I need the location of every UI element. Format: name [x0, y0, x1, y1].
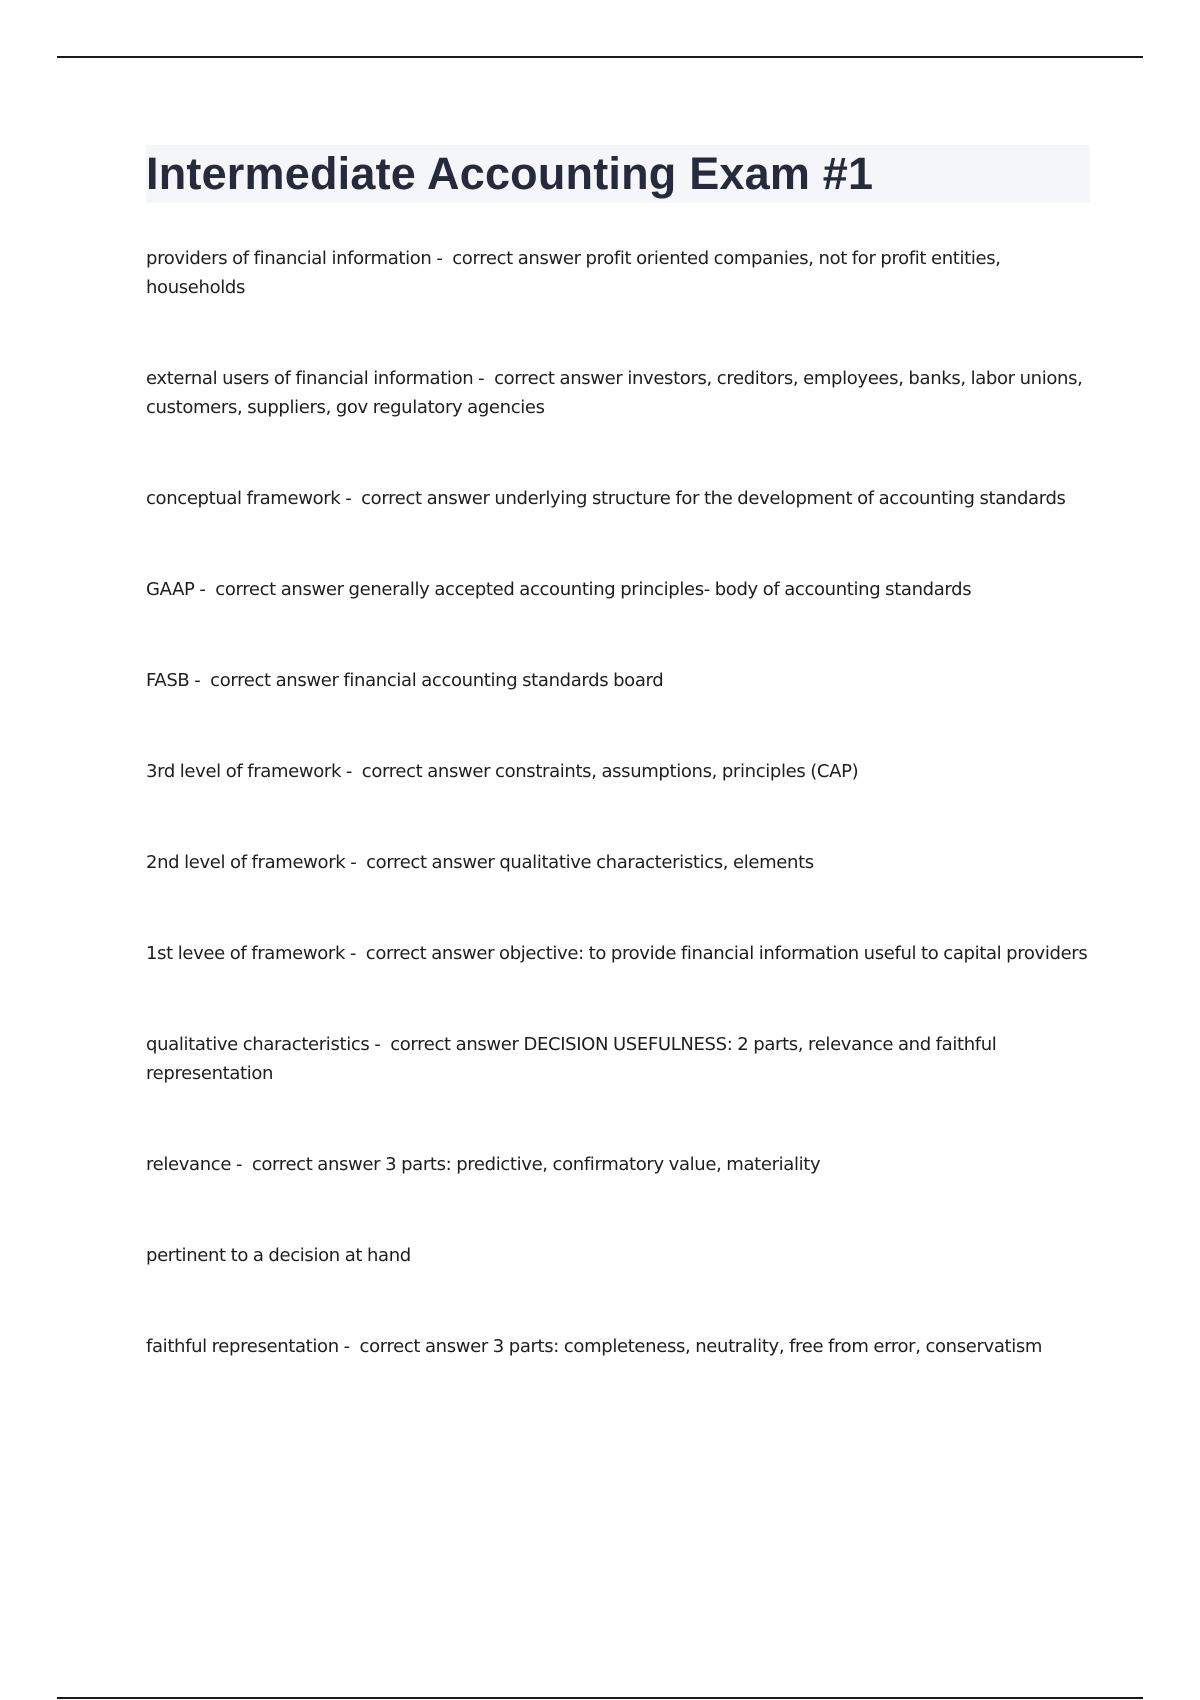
- entry-answer: underlying structure for the development of accounting standards: [494, 488, 1066, 509]
- entry-answer-prefix: correct answer: [361, 488, 490, 509]
- flashcard-entry: 1st levee of framework - correct answer objective: to provide financial information useful to capital providers: [146, 943, 1088, 964]
- entry-term: 2nd level of framework: [146, 852, 346, 873]
- entry-answer-prefix: correct answer: [359, 1336, 488, 1357]
- entry-answer-prefix: correct answer: [494, 368, 623, 389]
- entry-answer: 3 parts: completeness, neutrality, free from error, conservatism: [492, 1336, 1043, 1357]
- flashcard-continuation: pertinent to a decision at hand: [146, 1245, 411, 1266]
- entry-term: relevance: [146, 1154, 232, 1175]
- flashcard-list: [146, 244, 1090, 1361]
- entry-answer: qualitative characteristics, elements: [499, 852, 814, 873]
- bottom-rule: [57, 1697, 1143, 1699]
- entry-answer: financial accounting standards board: [343, 670, 664, 691]
- flashcard-entry: conceptual framework - correct answer underlying structure for the development of accounting standards: [146, 488, 1066, 509]
- entry-answer-prefix: correct answer: [365, 943, 495, 964]
- flashcard-entry: providers of financial information - correct answer profit oriented companies, not for profit entities, households: [146, 248, 1001, 298]
- entry-answer: constraints, assumptions, principles (CAP): [495, 761, 859, 782]
- entry-answer-prefix: correct answer: [361, 761, 491, 782]
- entry-term: conceptual framework: [146, 488, 341, 509]
- entry-term: 1st levee of framework: [146, 943, 346, 964]
- page-title: Intermediate Accounting Exam #1: [146, 148, 874, 199]
- entry-term: providers of financial information: [146, 248, 432, 269]
- flashcard-entry: FASB - correct answer financial accounting standards board: [146, 670, 664, 691]
- entry-answer-prefix: correct answer: [210, 670, 339, 691]
- entry-answer-prefix: correct answer: [390, 1034, 519, 1055]
- flashcard-entry: qualitative characteristics - correct answer DECISION USEFULNESS: 2 parts, relevance and faithful representation: [146, 1034, 997, 1084]
- entry-term: external users of financial information: [146, 368, 474, 389]
- entry-term: faithful representation: [146, 1336, 339, 1357]
- entry-term: FASB: [146, 670, 190, 691]
- flashcard-entry: external users of financial information - correct answer investors, creditors, employees, banks, labor unions, customers, suppliers, gov regulatory agencies: [146, 368, 1083, 418]
- entry-term: qualitative characteristics: [146, 1034, 370, 1055]
- entry-answer-prefix: correct answer: [452, 248, 581, 269]
- entry-answer: 3 parts: predictive, confirmatory value, materiality: [385, 1154, 821, 1175]
- entry-answer-prefix: correct answer: [251, 1154, 381, 1175]
- entry-answer-prefix: correct answer: [366, 852, 495, 873]
- entry-answer-prefix: correct answer: [215, 579, 344, 600]
- entry-answer: generally accepted accounting principles- body of accounting standards: [348, 579, 972, 600]
- entry-term: 3rd level of framework: [146, 761, 342, 782]
- top-rule: [57, 56, 1143, 58]
- flashcard-entry: faithful representation - correct answer 3 parts: completeness, neutrality, free from error, conservatism: [146, 1336, 1043, 1357]
- entry-term: GAAP: [146, 579, 195, 600]
- flashcard-entry: 3rd level of framework - correct answer constraints, assumptions, principles (CAP): [146, 761, 859, 782]
- entry-answer: investors, creditors, employees, banks, labor unions, customers, suppliers, gov regulatory agencies: [146, 368, 1083, 418]
- entry-answer: objective: to provide financial information useful to capital providers: [499, 943, 1088, 964]
- entry-answer: DECISION USEFULNESS: 2 parts, relevance and faithful representation: [146, 1034, 997, 1084]
- flashcard-entry: GAAP - correct answer generally accepted accounting principles- body of accounting standards: [146, 579, 972, 600]
- flashcard-entry: relevance - correct answer 3 parts: predictive, confirmatory value, materiality: [146, 1154, 821, 1175]
- flashcard-entry: 2nd level of framework - correct answer qualitative characteristics, elements: [146, 852, 814, 873]
- entry-answer: profit oriented companies, not for profit entities, households: [146, 248, 1001, 298]
